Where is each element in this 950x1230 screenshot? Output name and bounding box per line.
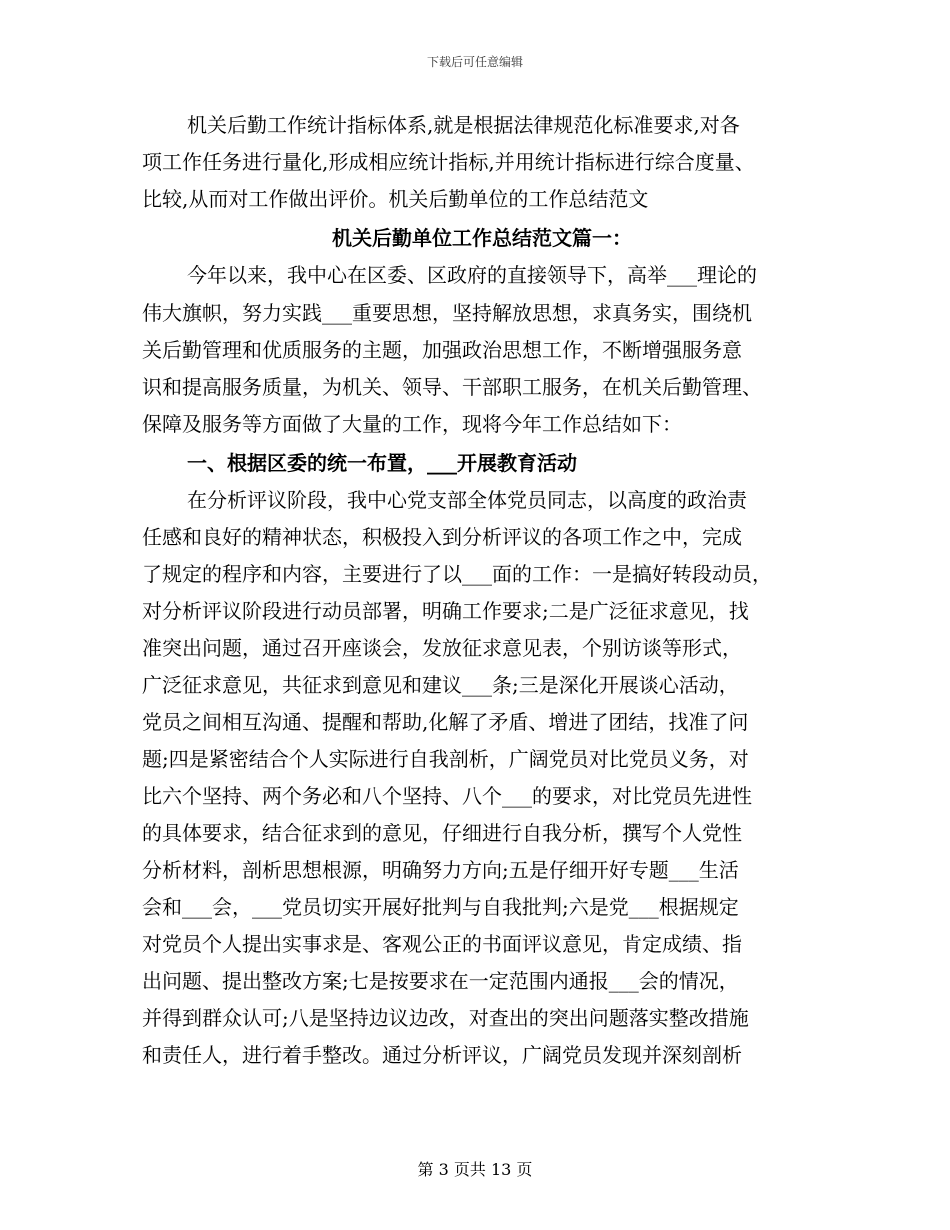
paragraph-line: 项工作任务进行量化,形成相应统计指标,并用统计指标进行综合度量、 (142, 150, 755, 174)
section-title: 机关后勤单位工作总结范文篇一： (332, 226, 632, 250)
paragraph-line: 对党员个人提出实事求是、客观公正的书面评议意见，肯定成绩、指 (142, 932, 742, 956)
paragraph-line: 机关后勤工作统计指标体系,就是根据法律规范化标准要求,对各 (187, 113, 740, 137)
paragraph-line: 和责任人，进行着手整改。通过分析评议，广阔党员发现并深刻剖析 (142, 1043, 742, 1067)
paragraph-line: 在分析评议阶段，我中心党支部全体党员同志，以高度的政治责 (187, 488, 747, 512)
paragraph-line: 题;四是紧密结合个人实际进行自我剖析，广阔党员对比党员义务，对 (142, 747, 749, 771)
page-footer: 第 3 页共 13 页 (417, 1160, 533, 1179)
paragraph-line: 今年以来，我中心在区委、区政府的直接领导下，高举___理论的 (187, 263, 757, 287)
page-header: 下载后可任意编辑 (426, 55, 523, 69)
paragraph-line: 并得到群众认可;八是坚持边议边改，对查出的突出问题落实整改措施 (142, 1006, 749, 1030)
paragraph-line: 对分析评议阶段进行动员部署，明确工作要求;二是广泛征求意见，找 (142, 599, 749, 623)
paragraph-line: 比六个坚持、两个务必和八个坚持、八个___的要求，对比党员先进性 (142, 784, 752, 808)
paragraph-line: 广泛征求意见，共征求到意见和建议___条;三是深化开展谈心活动， (142, 673, 739, 697)
paragraph-line: 保障及服务等方面做了大量的工作，现将今年工作总结如下： (142, 412, 682, 436)
paragraph-line: 了规定的程序和内容，主要进行了以___面的工作：一是搞好转段动员， (142, 562, 772, 586)
paragraph-line: 比较,从而对工作做出评价。机关后勤单位的工作总结范文 (142, 187, 649, 211)
paragraph-line: 的具体要求，结合征求到的意见，仔细进行自我分析，撰写个人党性 (142, 821, 742, 845)
subsection-heading: 一、根据区委的统一布置，___开展教育活动 (187, 451, 577, 475)
paragraph-line: 准突出问题，通过召开座谈会，发放征求意见表，个别访谈等形式， (142, 636, 742, 660)
paragraph-line: 党员之间相互沟通、提醒和帮助,化解了矛盾、增进了团结，找准了问 (142, 710, 749, 734)
paragraph-line: 关后勤管理和优质服务的主题，加强政治思想工作，不断增强服务意 (142, 338, 742, 362)
paragraph-line: 伟大旗帜，努力实践___重要思想，坚持解放思想，求真务实，围绕机 (142, 301, 752, 325)
paragraph-line: 出问题、提出整改方案;七是按要求在一定范围内通报___会的情况， (142, 969, 739, 993)
paragraph-line: 任感和良好的精神状态，积极投入到分析评议的各项工作之中，完成 (142, 525, 742, 549)
paragraph-line: 识和提高服务质量，为机关、领导、干部职工服务，在机关后勤管理、 (142, 375, 762, 399)
paragraph-line: 会和___会，___党员切实开展好批判与自我批判;六是党___根据规定 (142, 895, 739, 919)
paragraph-line: 分析材料，剖析思想根源，明确努力方向;五是仔细开好专题___生活 (142, 858, 739, 882)
